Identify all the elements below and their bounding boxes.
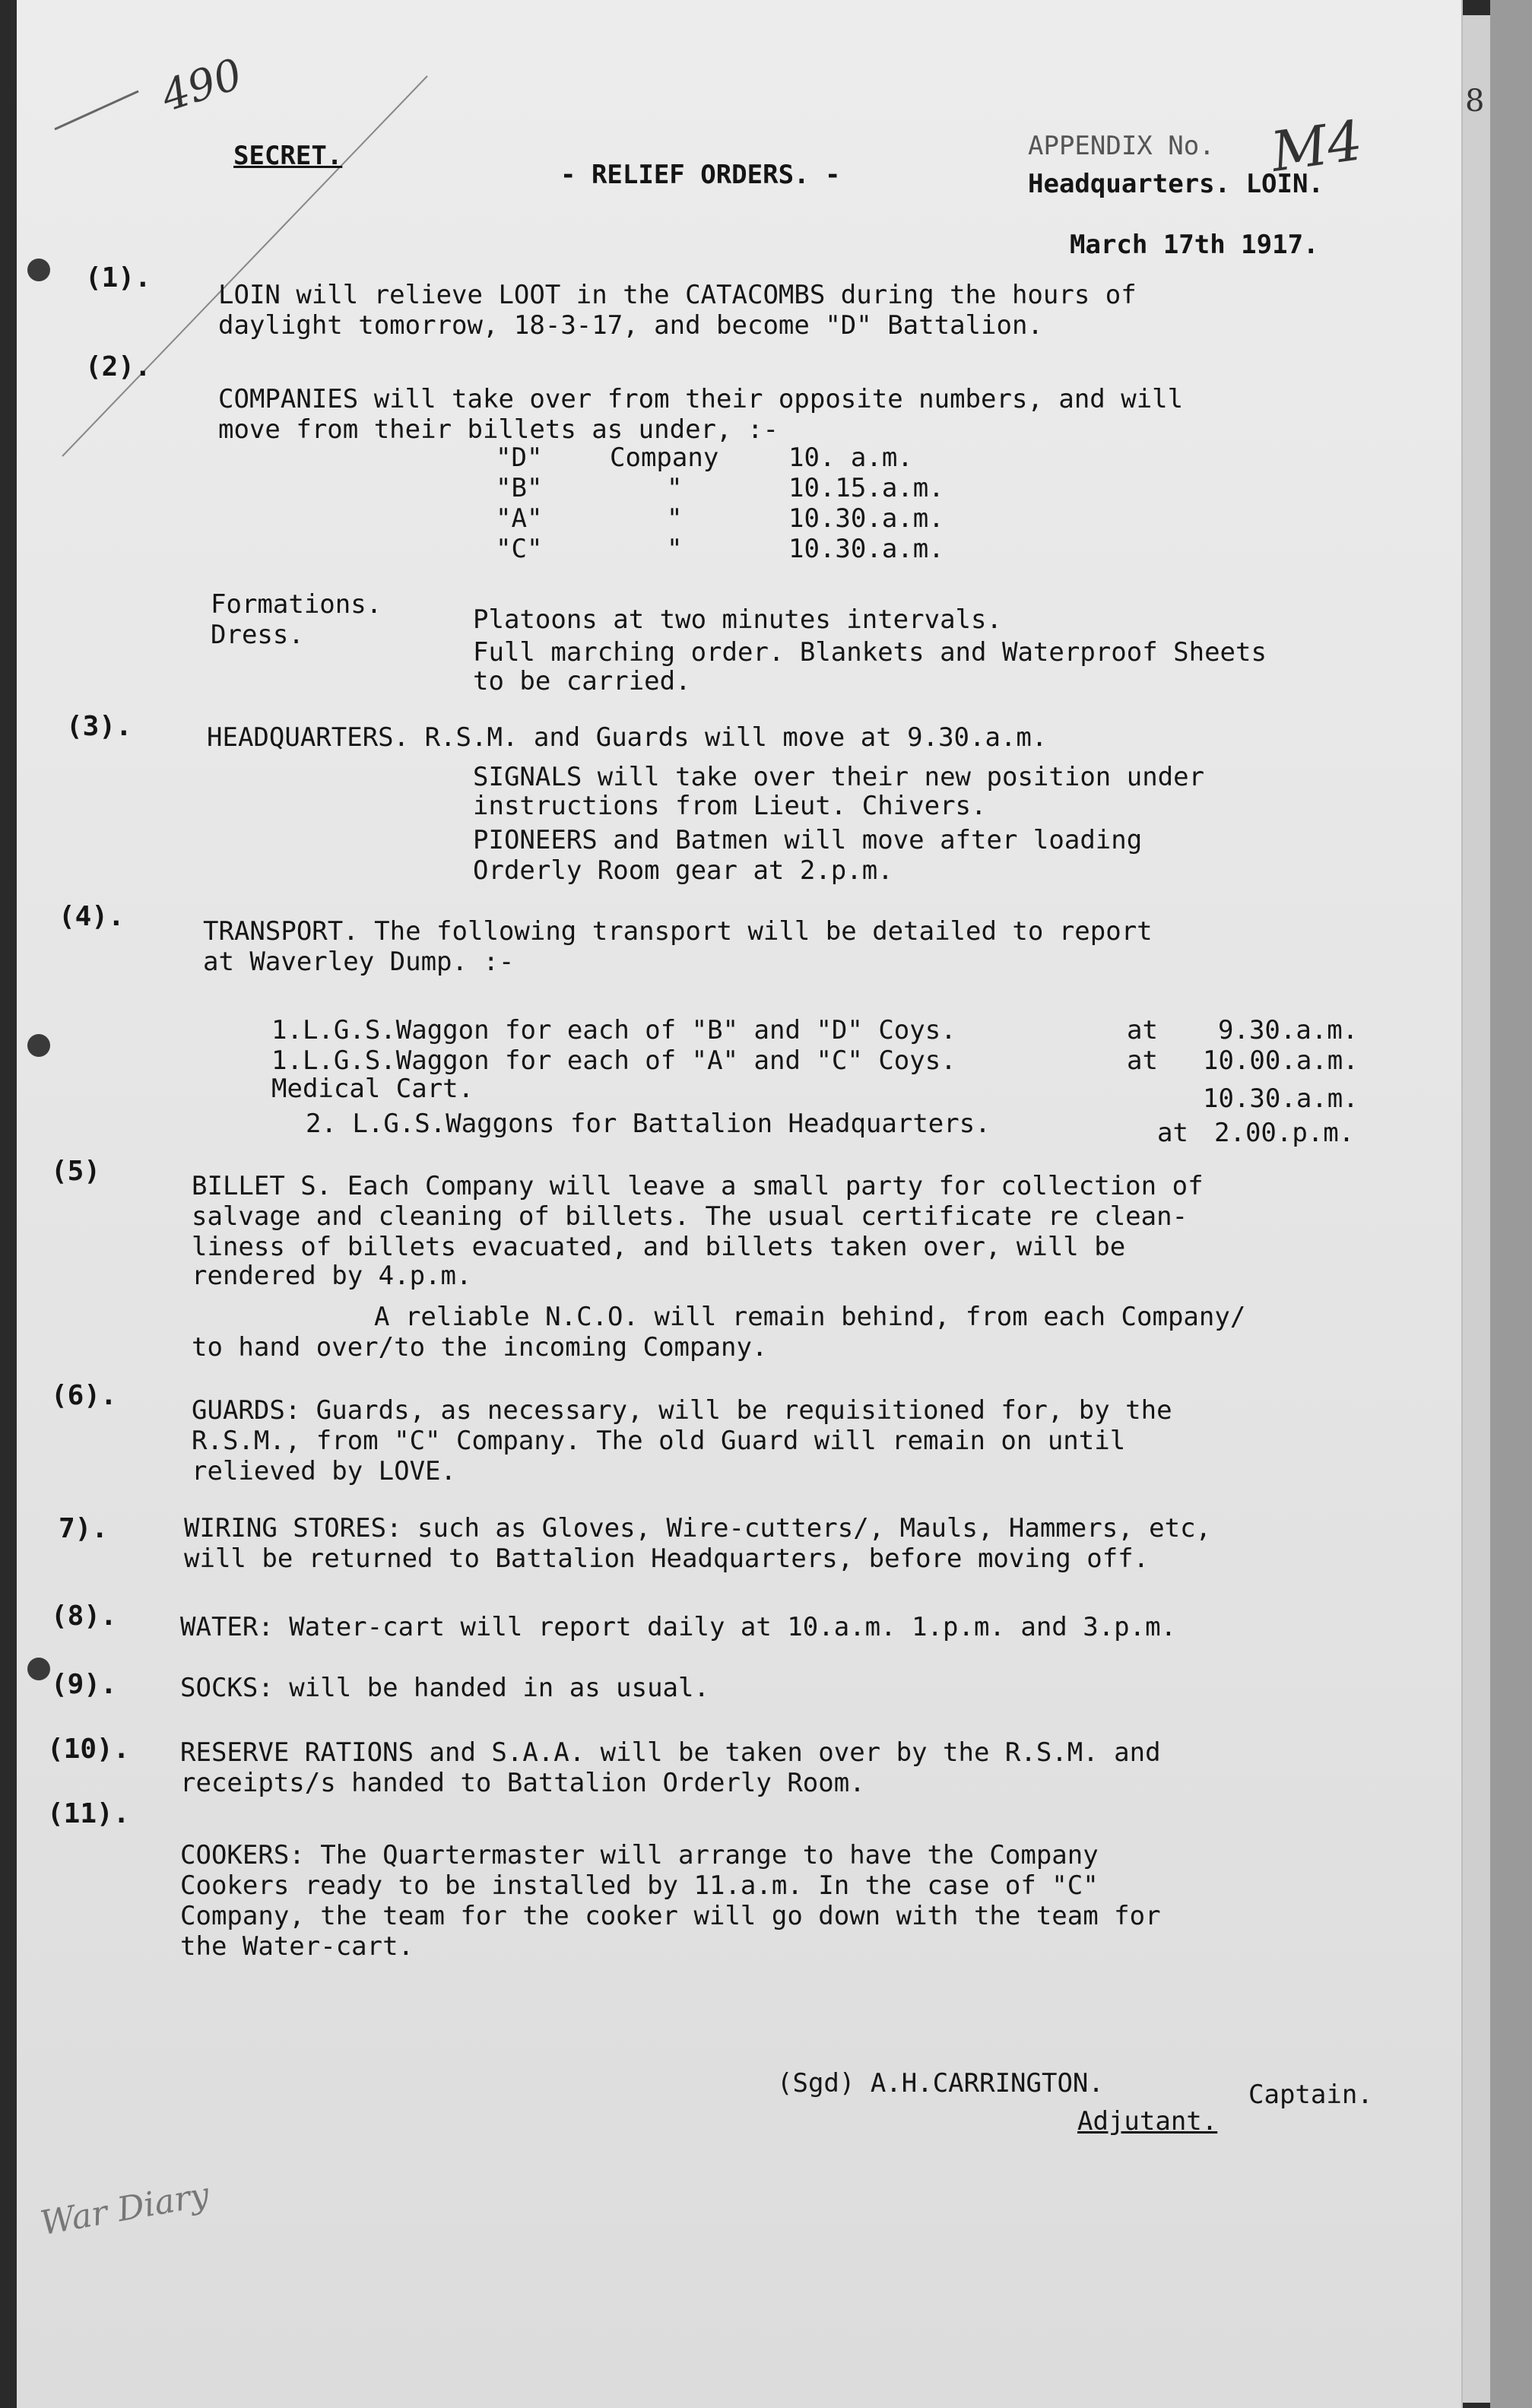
secret-heading: SECRET. [233,141,343,171]
item-text: to hand over/to the incoming Company. [192,1332,768,1363]
handwritten-appendix-mark: M4 [1267,108,1366,184]
item-number: (2). [85,351,151,382]
item-text: Orderly Room gear at 2.p.m. [473,855,893,886]
page-edge-shadow [1490,0,1532,2408]
company-word: " [667,503,683,534]
item-number: (11). [47,1798,130,1829]
company-time: 10.30.a.m. [788,534,944,564]
company-word: Company [610,443,719,473]
formations-label: Formations. [211,589,382,620]
item-text: SIGNALS will take over their new position under [473,762,1205,792]
transport-time: 9.30.a.m. [1218,1015,1359,1045]
item-text: rendered by 4.p.m. [192,1261,472,1291]
dress-label: Dress. [211,620,304,650]
company-time: 10. a.m. [788,443,913,473]
item-text: GUARDS: Guards, as necessary, will be requisitioned for, by the [192,1395,1172,1426]
item-text: PIONEERS and Batmen will move after loading [473,825,1143,855]
signature-name: (Sgd) A.H.CARRINGTON. [777,2068,1104,2099]
transport-item: 2. L.G.S.Waggons for Battalion Headquarters. [306,1109,991,1139]
company-word: " [667,534,683,564]
handwritten-ref-number: 490 [155,49,249,122]
company-word: " [667,473,683,503]
transport-at: at [1127,1045,1158,1076]
item-text: Cookers ready to be installed by 11.a.m. In the case of "C" [180,1870,1099,1901]
dress-text: to be carried. [473,666,691,696]
item-number: (9). [51,1669,117,1700]
signature-rank: Captain. [1248,2080,1373,2110]
item-text: LOIN will relieve LOOT in the CATACOMBS during the hours of [218,280,1137,310]
item-number: (3). [66,711,132,742]
item-text: COMPANIES will take over from their opposite numbers, and will [218,384,1184,414]
item-text: liness of billets evacuated, and billets taken over, will be [192,1232,1126,1262]
item-text: COOKERS: The Quartermaster will arrange to have the Company [180,1840,1099,1870]
punch-hole [27,1034,50,1057]
document-title: - RELIEF ORDERS. - [560,160,841,190]
document-page [17,0,1485,2408]
item-text: the Water-cart. [180,1931,414,1962]
company-time: 10.15.a.m. [788,473,944,503]
item-text: at Waverley Dump. :- [203,947,515,977]
item-text: move from their billets as under, :- [218,414,779,445]
item-number: (10). [47,1734,130,1765]
item-text: daylight tomorrow, 18-3-17, and become "D" Battalion. [218,310,1043,341]
document-date: March 17th 1917. [1070,230,1319,260]
item-text: SOCKS: will be handed in as usual. [180,1673,709,1703]
item-text: RESERVE RATIONS and S.A.A. will be taken over by the R.S.M. and [180,1737,1161,1768]
transport-item: Medical Cart. [271,1074,474,1104]
item-text: WIRING STORES: such as Gloves, Wire-cutters/, Mauls, Hammers, etc, [184,1513,1212,1543]
formations-text: Platoons at two minutes intervals. [473,604,1002,635]
dress-text: Full marching order. Blankets and Waterproof Sheets [473,637,1267,668]
item-text: A reliable N.C.O. will remain behind, from each Company/ [374,1302,1246,1332]
transport-time: 10.30.a.m. [1203,1083,1359,1114]
item-number: (8). [51,1601,117,1632]
item-number: (5) [51,1156,101,1187]
item-text: instructions from Lieut. Chivers. [473,791,987,821]
item-number: (4). [59,901,125,932]
item-number: (1). [85,262,151,293]
transport-item: 1.L.G.S.Waggon for each of "B" and "D" Coys. [271,1015,956,1045]
item-number: 7). [59,1513,109,1544]
item-text: relieved by LOVE. [192,1456,456,1486]
transport-time: 2.00.p.m. [1214,1118,1355,1148]
transport-time: 10.00.a.m. [1203,1045,1359,1076]
item-text: Company, the team for the cooker will go down with the team for [180,1901,1161,1931]
company-letter: "A" [496,503,543,534]
item-text: receipts/s handed to Battalion Orderly Room. [180,1768,865,1798]
war-diary-note: War Diary [37,2175,212,2244]
appendix-label: APPENDIX No. [1028,131,1215,161]
headquarters-line: Headquarters. LOIN. [1028,169,1324,199]
item-text: salvage and cleaning of billets. The usual certificate re clean- [192,1201,1188,1232]
company-time: 10.30.a.m. [788,503,944,534]
company-letter: "B" [496,473,543,503]
transport-at: at [1157,1118,1188,1148]
transport-item: 1.L.G.S.Waggon for each of "A" and "C" Coys. [271,1045,956,1076]
item-text: HEADQUARTERS. R.S.M. and Guards will move at 9.30.a.m. [207,722,1048,753]
item-text: BILLET S. Each Company will leave a small party for collection of [192,1171,1204,1201]
item-text: will be returned to Battalion Headquarters, before moving off. [184,1543,1150,1574]
item-number: (6). [51,1380,117,1411]
transport-at: at [1127,1015,1158,1045]
punch-hole [27,1658,50,1680]
item-text: R.S.M., from "C" Company. The old Guard will remain on until [192,1426,1126,1456]
signature-role: Adjutant. [1077,2106,1218,2137]
company-letter: "C" [496,534,543,564]
company-letter: "D" [496,443,543,473]
page-number: 8 [1465,84,1485,119]
item-text: WATER: Water-cart will report daily at 10.a.m. 1.p.m. and 3.p.m. [180,1612,1177,1642]
item-text: TRANSPORT. The following transport will be detailed to report [203,916,1153,947]
